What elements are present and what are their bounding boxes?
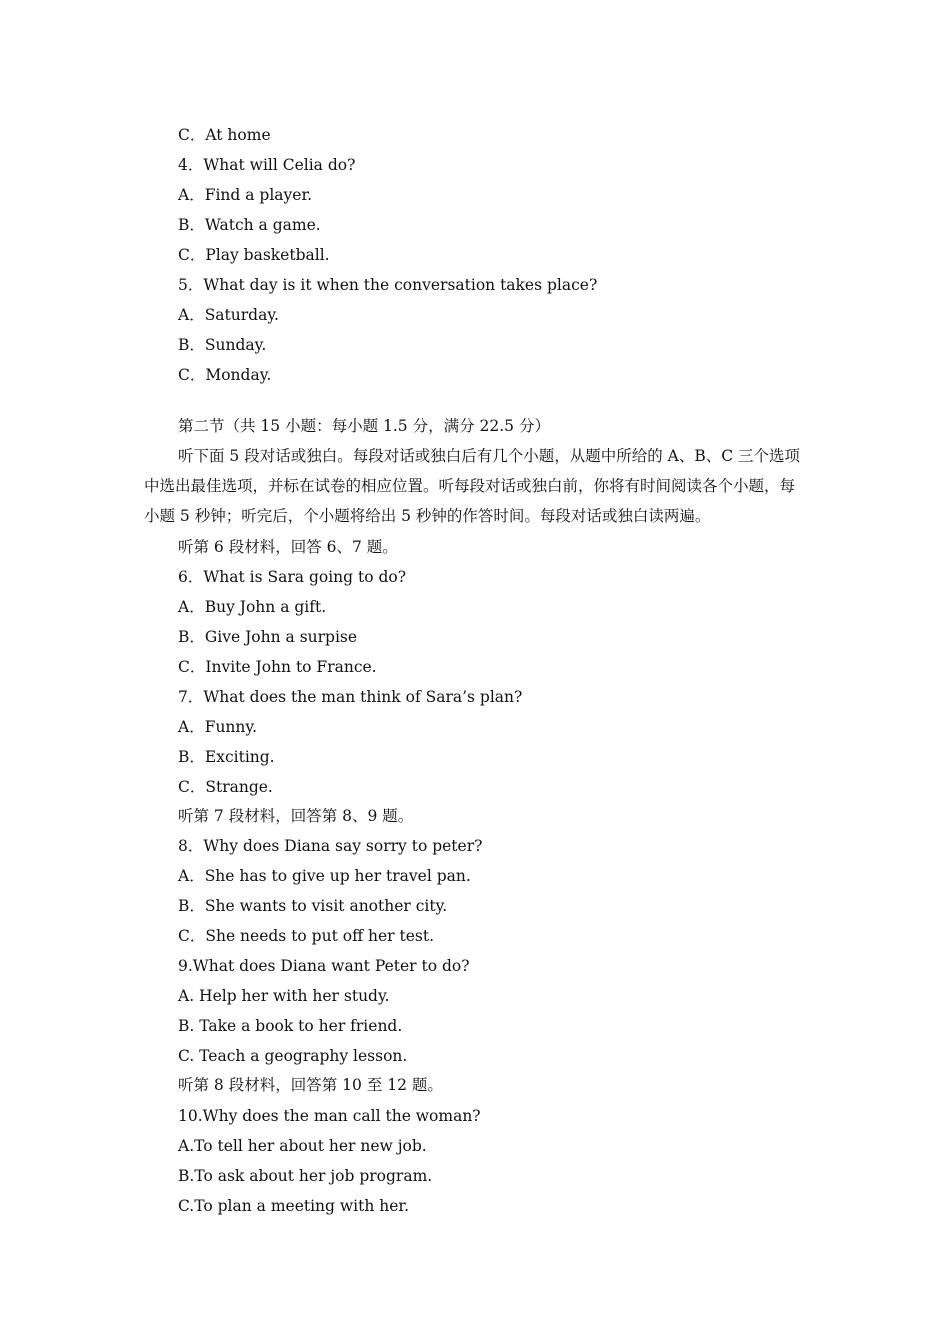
option-4b: B．Watch a game. <box>178 216 321 234</box>
option-9a: A. Help her with her study. <box>178 987 390 1005</box>
question-9: 9.What does Diana want Peter to do? <box>178 957 470 975</box>
option-5c: C．Monday. <box>178 366 272 384</box>
option-10a: A.To tell her about her new job. <box>178 1137 427 1155</box>
material-8-heading: 听第 8 段材料，回答第 10 至 12 题。 <box>178 1076 443 1094</box>
question-8: 8．Why does Diana say sorry to peter? <box>178 837 483 855</box>
section-heading: 第二节（共 15 小题：每小题 1.5 分，满分 22.5 分） <box>178 417 550 435</box>
option-10c: C.To plan a meeting with her. <box>178 1197 410 1215</box>
question-5: 5．What day is it when the conversation takes place? <box>178 276 598 294</box>
option-4c: C．Play basketball. <box>178 246 330 264</box>
question-4: 4．What will Celia do? <box>178 156 356 174</box>
material-7-heading: 听第 7 段材料，回答第 8、9 题。 <box>178 807 414 825</box>
section-instructions <box>144 441 808 531</box>
material-6-heading: 听第 6 段材料，回答 6、7 题。 <box>178 538 398 556</box>
question-6: 6．What is Sara going to do? <box>178 568 407 586</box>
option-6c: C．Invite John to France. <box>178 658 377 676</box>
option-9c: C. Teach a geography lesson. <box>178 1047 408 1065</box>
option-6b: B．Give John a surpise <box>178 628 358 646</box>
option-9b: B. Take a book to her friend. <box>178 1017 403 1035</box>
question-10: 10.Why does the man call the woman? <box>178 1107 481 1125</box>
option-7c: C．Strange. <box>178 778 273 796</box>
option-5a: A．Saturday. <box>178 306 279 324</box>
option-8c: C．She needs to put off her test. <box>178 927 435 945</box>
option-7a: A．Funny. <box>178 718 258 736</box>
option-7b: B．Exciting. <box>178 748 275 766</box>
option-8a: A．She has to give up her travel pan. <box>178 867 471 885</box>
question-7: 7．What does the man think of Sara’s plan? <box>178 688 523 706</box>
option-5b: B．Sunday. <box>178 336 267 354</box>
option-10b: B.To ask about her job program. <box>178 1167 433 1185</box>
option-4a: A．Find a player. <box>178 186 313 204</box>
option-6a: A．Buy John a gift. <box>178 598 327 616</box>
option-8b: B．She wants to visit another city. <box>178 897 448 915</box>
option-3c: C．At home <box>178 126 271 144</box>
instructions-text: 听下面 5 段对话或独白。每段对话或独白后有几个小题，从题中所给的 A、B、C 三个选项中选出最佳选项，并标在试卷的相应位置。听每段对话或独白前，你将有时间阅读各个小题，每小题 5 秒钟；听完后，个小题将给出 5 秒钟的作答时间。每段对话或独白读两遍。 <box>144 447 801 525</box>
